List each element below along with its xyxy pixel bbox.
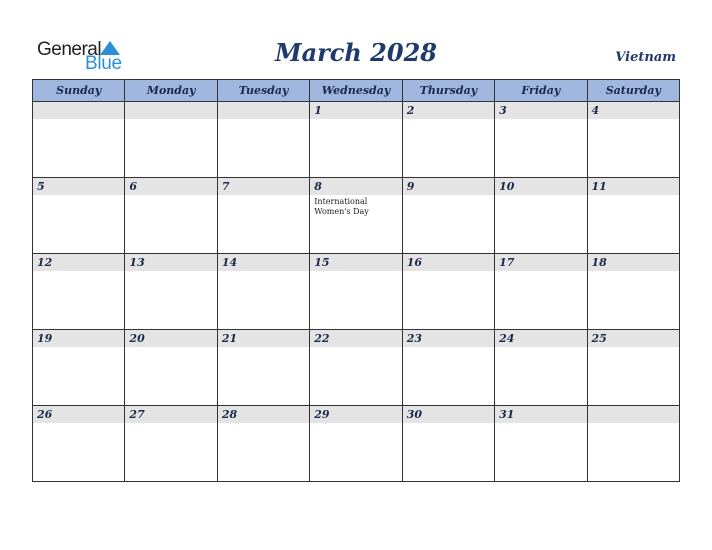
day-cell <box>587 178 679 254</box>
day-cell <box>402 102 494 178</box>
day-cell <box>495 254 587 330</box>
weekday-header: Monday <box>125 80 217 102</box>
day-cell <box>125 254 217 330</box>
day-cell <box>495 330 587 406</box>
day-number: 10 <box>495 178 586 195</box>
day-number: 8 <box>310 178 401 195</box>
day-number: 30 <box>403 406 494 423</box>
day-number: 21 <box>218 330 309 347</box>
calendar-title: March 2028 <box>275 38 437 67</box>
day-cell <box>310 102 402 178</box>
day-cell <box>495 406 587 482</box>
day-cell <box>125 102 217 178</box>
day-number: 3 <box>495 102 586 119</box>
day-cell <box>33 178 125 254</box>
day-cell <box>217 178 309 254</box>
logo-text-blue: Blue <box>85 53 122 74</box>
day-cell <box>125 406 217 482</box>
day-number: 7 <box>218 178 309 195</box>
country-label: Vietnam <box>615 50 676 65</box>
day-number: 27 <box>125 406 216 423</box>
day-number: 4 <box>588 102 679 119</box>
day-number: 31 <box>495 406 586 423</box>
day-cell <box>310 254 402 330</box>
day-cell <box>587 102 679 178</box>
day-cell <box>402 330 494 406</box>
week-row <box>33 178 680 254</box>
day-cell <box>217 406 309 482</box>
day-cell <box>33 406 125 482</box>
day-number: 19 <box>33 330 124 347</box>
day-cell <box>125 178 217 254</box>
day-cell <box>310 330 402 406</box>
weekday-header: Thursday <box>402 80 494 102</box>
logo-text-general: General <box>37 39 102 60</box>
day-number: 6 <box>125 178 216 195</box>
day-cell <box>217 254 309 330</box>
day-number: 9 <box>403 178 494 195</box>
day-number: 15 <box>310 254 401 271</box>
day-cell <box>217 330 309 406</box>
day-number: 5 <box>33 178 124 195</box>
day-number: 23 <box>403 330 494 347</box>
day-cell <box>33 102 125 178</box>
day-number <box>588 406 679 423</box>
day-cell <box>495 178 587 254</box>
day-number: 13 <box>125 254 216 271</box>
day-number: 2 <box>403 102 494 119</box>
day-number: 18 <box>588 254 679 271</box>
weekday-header: Wednesday <box>310 80 402 102</box>
day-cell <box>33 254 125 330</box>
day-cell <box>217 102 309 178</box>
weekday-header-row <box>33 80 680 102</box>
day-cell <box>587 330 679 406</box>
day-cell <box>495 102 587 178</box>
day-number <box>125 102 216 119</box>
day-cell <box>402 178 494 254</box>
holiday-event: International Women's Day <box>314 197 369 216</box>
day-number: 24 <box>495 330 586 347</box>
calendar-grid <box>32 79 680 482</box>
day-cell <box>33 330 125 406</box>
day-number <box>218 102 309 119</box>
day-number: 11 <box>588 178 679 195</box>
day-cell <box>310 178 402 254</box>
day-number: 17 <box>495 254 586 271</box>
day-cell <box>402 254 494 330</box>
day-number: 28 <box>218 406 309 423</box>
day-cell <box>587 254 679 330</box>
weekday-header: Tuesday <box>217 80 309 102</box>
day-number: 12 <box>33 254 124 271</box>
weekday-header: Friday <box>495 80 587 102</box>
day-cell <box>125 330 217 406</box>
day-number <box>33 102 124 119</box>
day-number: 20 <box>125 330 216 347</box>
day-cell <box>402 406 494 482</box>
day-cell <box>587 406 679 482</box>
day-number: 26 <box>33 406 124 423</box>
weekday-header: Sunday <box>33 80 125 102</box>
day-number: 29 <box>310 406 401 423</box>
weekday-header: Saturday <box>587 80 679 102</box>
day-number: 25 <box>588 330 679 347</box>
day-number: 16 <box>403 254 494 271</box>
day-number: 14 <box>218 254 309 271</box>
week-row <box>33 406 680 482</box>
day-number: 22 <box>310 330 401 347</box>
week-row <box>33 254 680 330</box>
day-number: 1 <box>310 102 401 119</box>
week-row <box>33 330 680 406</box>
day-cell <box>310 406 402 482</box>
week-row <box>33 102 680 178</box>
